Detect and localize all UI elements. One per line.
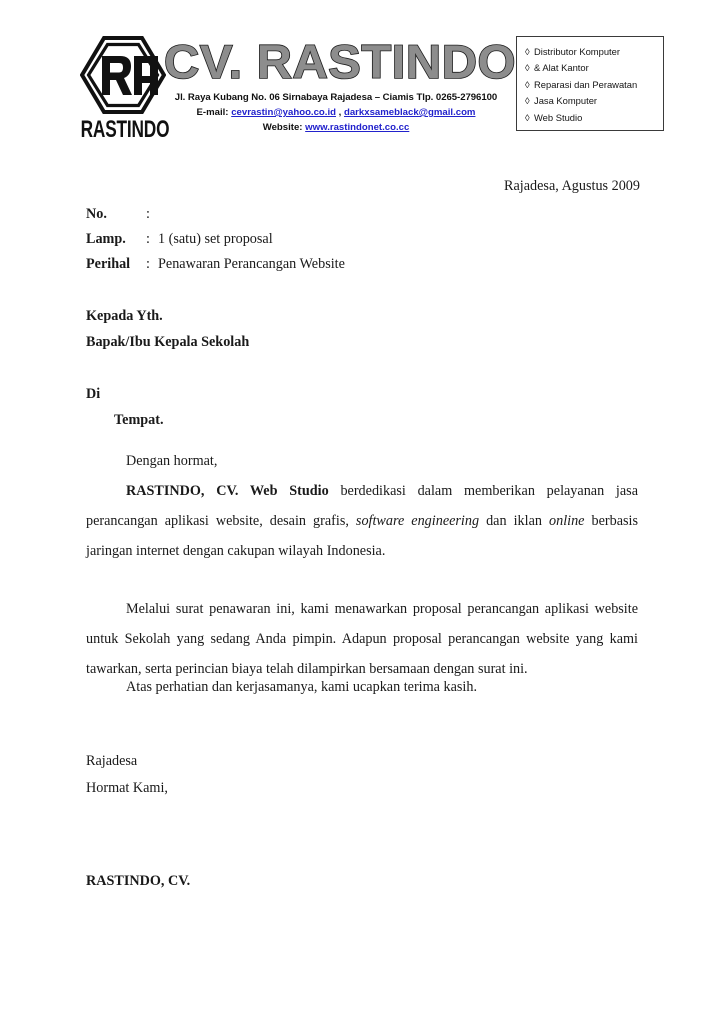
body-p1-italic2: online [549,513,585,529]
lozenge-bullet-icon: ◊ [525,46,530,57]
body-p1-part2: dan iklan [479,513,549,529]
website-link[interactable]: www.rastindonet.co.cc [305,122,410,133]
reference-row-perihal [86,252,546,277]
services-box [516,36,664,131]
service-label: Jasa Komputer [534,95,598,107]
reference-key: Lamp. [86,231,126,247]
recipient-line-title: Bapak/Ibu Kepala Sekolah [86,334,250,350]
reference-value [158,202,546,227]
service-item [525,60,663,76]
service-item [525,77,663,93]
service-label: & Alat Kantor [534,62,589,74]
letterhead-contact-block [150,90,522,135]
signoff-place: Rajadesa [86,753,138,769]
company-email-line [150,105,522,120]
body-bold-lead: RASTINDO, CV. Web Studio [126,483,329,499]
body-p1-italic1: software engineering [355,513,480,529]
logo-wordmark: RASTINDO [80,116,170,143]
company-website-line [150,120,522,135]
email-separator: , [335,107,344,118]
recipient-line-tempat: Tempat. [114,412,164,428]
service-label: Distributor Komputer [534,46,620,57]
salutation: Dengan hormat, [126,453,218,469]
signoff-block [86,748,168,802]
email-label: E-mail: [196,107,229,118]
letter-body [86,446,638,684]
email-link-1[interactable]: cevrastin@yahoo.co.id [231,107,336,118]
service-item [525,110,663,126]
body-paragraph-3: Atas perhatian dan kerjasamanya, kami ucapkan terima kasih. [126,679,478,695]
reference-colon: : [146,206,150,222]
lozenge-bullet-icon: ◊ [525,95,530,107]
letter-date: Rajadesa, Agustus 2009 [504,178,640,194]
reference-colon: : [146,231,150,247]
service-label: Reparasi dan Perawatan [534,78,638,90]
reference-value: Penawaran Perancangan Website [158,256,345,272]
lozenge-bullet-icon: ◊ [525,78,530,90]
lozenge-bullet-icon: ◊ [525,111,530,123]
body-paragraph-2: Melalui surat penawaran ini, kami menawarkan proposal perancangan aplikasi website untuk Sekolah yang sedang Anda pimpin. Adapun proposal perancangan website yang kami tawarkan, serta perincian biaya telah dilampirkan bersamaan dengan surat ini. [86,601,638,677]
reference-block [86,202,546,277]
reference-key: No. [86,206,107,222]
service-item [525,44,663,60]
body-paragraph-1 [86,476,638,566]
service-label: Web Studio [534,111,583,123]
reference-colon: : [146,256,150,272]
recipient-block [86,303,546,433]
website-label: Website: [262,122,303,133]
recipient-line-kepada: Kepada Yth. [86,308,163,324]
lozenge-bullet-icon: ◊ [525,62,530,74]
signoff-regards: Hormat Kami, [86,780,168,796]
reference-row-no [86,202,546,227]
service-item [525,93,663,109]
reference-value: 1 (satu) set proposal [158,231,273,247]
company-name-wordmark: CV. RASTINDO [164,35,517,88]
reference-row-lamp [86,227,546,252]
body-p1-part1: berdedikasi dalam memberikan pelayanan jasa perancangan aplikasi website, desain grafis, [86,483,638,529]
signature-name: RASTINDO, CV. [86,873,191,889]
recipient-line-di: Di [86,386,101,402]
body-p1-part3: berbasis jaringan internet dengan cakupan wilayah Indonesia. [86,513,638,559]
company-address: Jl. Raya Kubang No. 06 Sirnabaya Rajadesa – Ciamis Tlp. 0265-2796100 [174,92,498,103]
reference-key: Perihal [86,256,131,272]
email-link-2[interactable]: darkxsameblack@gmail.com [343,107,476,118]
letterhead [0,0,724,150]
